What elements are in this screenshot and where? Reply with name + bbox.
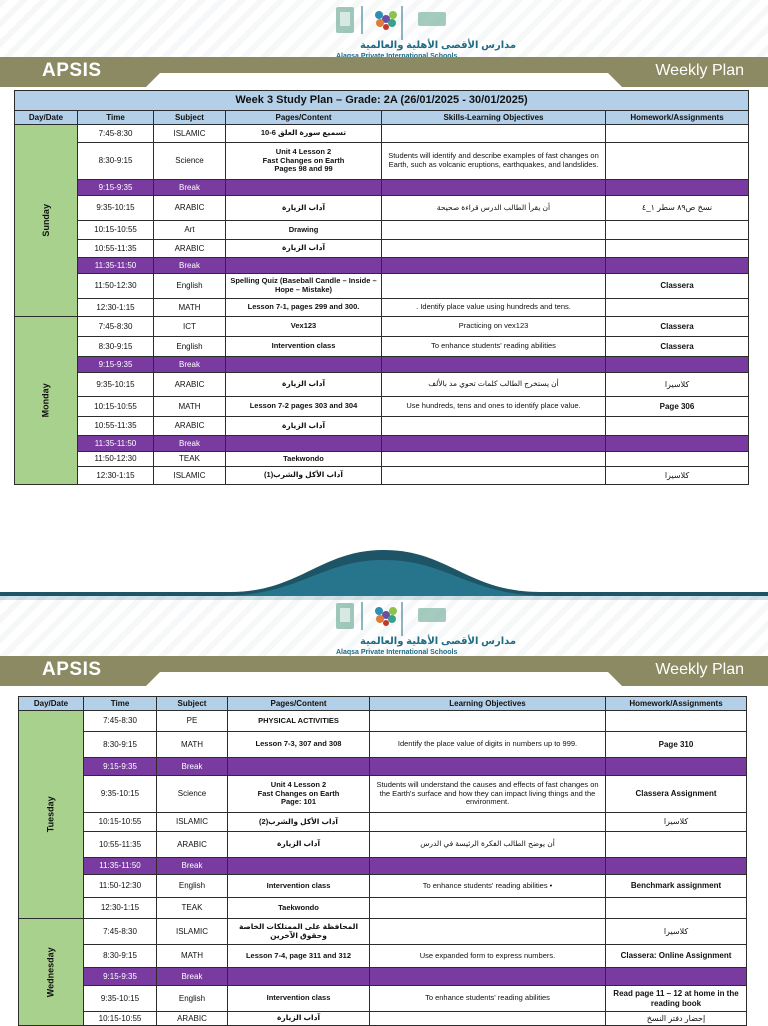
objective-cell: أن يوضح الطالب الفكرة الرئيسة في الدرس <box>370 832 606 858</box>
table-row <box>19 813 747 832</box>
column-header: Time <box>84 697 157 711</box>
content-cell <box>228 758 370 776</box>
subject-cell: Break <box>154 180 226 196</box>
study-plan-table-1 <box>14 90 749 485</box>
time-cell: 8:30-9:15 <box>78 337 154 357</box>
objective-cell <box>382 452 606 467</box>
homework-cell <box>606 125 749 143</box>
column-header: Subject <box>157 697 228 711</box>
homework-cell <box>606 832 747 858</box>
content-cell: آداب الزيارة <box>226 196 382 221</box>
table-row <box>15 274 749 299</box>
time-cell: 9:15-9:35 <box>78 357 154 373</box>
table-title-row <box>15 91 749 111</box>
subject-cell: English <box>154 274 226 299</box>
homework-cell: Read page 11 – 12 at home in the reading book <box>606 986 747 1012</box>
table-row <box>15 373 749 397</box>
content-cell: Intervention class <box>226 337 382 357</box>
table-row <box>15 337 749 357</box>
homework-cell: Benchmark assignment <box>606 875 747 898</box>
column-header: Day/Date <box>15 111 78 125</box>
objective-cell <box>382 436 606 452</box>
content-cell: المحافظة على الممتلكات الخاصة وحقوق الآخرين <box>228 919 370 945</box>
homework-cell: كلاسيرا <box>606 373 749 397</box>
homework-cell <box>606 898 747 919</box>
subject-cell: Break <box>154 258 226 274</box>
table-row <box>19 858 747 875</box>
column-header: Pages/Content <box>226 111 382 125</box>
time-cell: 8:30-9:15 <box>78 143 154 180</box>
homework-cell <box>606 143 749 180</box>
table-row <box>19 898 747 919</box>
apsis-label: APSIS <box>42 60 102 81</box>
objective-cell: Students will understand the causes and effects of fast changes on the Earth's surface and how they can impact living things and the environment. <box>370 776 606 813</box>
plan-title: Week 3 Study Plan – Grade: 2A (26/01/2025 - 30/01/2025) <box>15 91 749 111</box>
time-cell: 8:30-9:15 <box>84 732 157 758</box>
time-cell: 12:30-1:15 <box>78 299 154 317</box>
apsis-label: APSIS <box>42 659 102 680</box>
title-band <box>0 57 768 87</box>
objective-cell <box>382 240 606 258</box>
time-cell: 7:45-8:30 <box>84 919 157 945</box>
subject-cell: MATH <box>154 299 226 317</box>
school-name-english: Alaqsa Private International Schools <box>336 649 458 656</box>
table-header-row <box>19 697 747 711</box>
homework-cell <box>606 258 749 274</box>
table-row <box>15 221 749 240</box>
content-cell: PHYSICAL ACTIVITIES <box>228 711 370 732</box>
content-cell: Spelling Quiz (Baseball Candle – Inside – Hope – Mistake) <box>226 274 382 299</box>
content-cell: آداب الزيارة <box>228 832 370 858</box>
objective-cell <box>370 813 606 832</box>
table-row <box>15 397 749 417</box>
content-cell: آداب الزيارة <box>226 373 382 397</box>
table-row <box>15 436 749 452</box>
time-cell: 9:15-9:35 <box>84 968 157 986</box>
table-row <box>19 945 747 968</box>
homework-cell: Page 306 <box>606 397 749 417</box>
subject-cell: MATH <box>154 397 226 417</box>
table-row <box>19 875 747 898</box>
objective-cell <box>370 758 606 776</box>
objective-cell <box>370 1012 606 1026</box>
time-cell: 9:35-10:15 <box>78 196 154 221</box>
objective-cell <box>370 711 606 732</box>
time-cell: 8:30-9:15 <box>84 945 157 968</box>
subject-cell: ISLAMIC <box>154 125 226 143</box>
objective-cell: Practicing on vex123 <box>382 317 606 337</box>
subject-cell: TEAK <box>157 898 228 919</box>
subject-cell: ARABIC <box>154 373 226 397</box>
objective-cell <box>370 919 606 945</box>
content-cell: آداب الأكل والشرب(1) <box>226 467 382 485</box>
time-cell: 10:15-10:55 <box>78 221 154 240</box>
table-row <box>19 732 747 758</box>
objective-cell <box>382 180 606 196</box>
time-cell: 10:55-11:35 <box>78 240 154 258</box>
objective-cell: Identify the place value of digits in numbers up to 999. <box>370 732 606 758</box>
homework-cell: Classera: Online Assignment <box>606 945 747 968</box>
objective-cell <box>382 274 606 299</box>
time-cell: 11:50-12:30 <box>84 875 157 898</box>
objective-cell: To enhance students' reading abilities <box>382 337 606 357</box>
table-row <box>19 711 747 732</box>
subject-cell: ARABIC <box>157 1012 228 1026</box>
weekly-plan-label: Weekly Plan <box>655 62 744 79</box>
homework-cell <box>606 758 747 776</box>
day-cell <box>19 711 84 919</box>
objective-cell <box>382 357 606 373</box>
subject-cell: ARABIC <box>157 832 228 858</box>
column-header: Subject <box>154 111 226 125</box>
column-header: Homework/Assignments <box>606 697 747 711</box>
content-cell: تسميع سورة العلق 6-10 <box>226 125 382 143</box>
subject-cell: Science <box>157 776 228 813</box>
content-cell: Unit 4 Lesson 2 Fast Changes on Earth Page: 101 <box>228 776 370 813</box>
content-cell <box>226 258 382 274</box>
homework-cell: إحضار دفتر النسخ <box>606 1012 747 1026</box>
time-cell: 10:15-10:55 <box>84 813 157 832</box>
homework-cell <box>606 968 747 986</box>
content-cell: Drawing <box>226 221 382 240</box>
time-cell: 9:15-9:35 <box>78 180 154 196</box>
column-header: Skills-Learning Objectives <box>382 111 606 125</box>
subject-cell: PE <box>157 711 228 732</box>
content-cell: Taekwondo <box>226 452 382 467</box>
content-cell: Lesson 7-2 pages 303 and 304 <box>226 397 382 417</box>
subject-cell: ARABIC <box>154 417 226 436</box>
table-row <box>19 776 747 813</box>
time-cell: 10:15-10:55 <box>78 397 154 417</box>
objective-cell <box>382 125 606 143</box>
time-cell: 7:45-8:30 <box>84 711 157 732</box>
objective-cell <box>370 858 606 875</box>
subject-cell: Break <box>157 968 228 986</box>
table-row <box>15 180 749 196</box>
homework-cell: Classera Assignment <box>606 776 747 813</box>
column-header: Pages/Content <box>228 697 370 711</box>
content-cell: Taekwondo <box>228 898 370 919</box>
objective-cell <box>370 898 606 919</box>
objective-cell <box>382 221 606 240</box>
homework-cell: كلاسيرا <box>606 813 747 832</box>
homework-cell: كلاسيرا <box>606 919 747 945</box>
day-cell <box>19 919 84 1026</box>
subject-cell: ISLAMIC <box>157 919 228 945</box>
day-label: Wednesday <box>45 947 56 997</box>
homework-cell: Classera <box>606 317 749 337</box>
content-cell: Lesson 7-3, 307 and 308 <box>228 732 370 758</box>
table-row <box>15 196 749 221</box>
page-separator-wave <box>0 530 768 600</box>
homework-cell <box>606 180 749 196</box>
objective-cell: . Identify place value using hundreds and tens. <box>382 299 606 317</box>
day-cell <box>15 317 78 485</box>
table-row <box>15 317 749 337</box>
time-cell: 11:35-11:50 <box>78 258 154 274</box>
table-row <box>19 758 747 776</box>
homework-cell <box>606 299 749 317</box>
table-row <box>19 1012 747 1026</box>
subject-cell: English <box>157 986 228 1012</box>
day-label: Monday <box>40 383 51 418</box>
subject-cell: ICT <box>154 317 226 337</box>
table-row <box>15 125 749 143</box>
content-cell: Intervention class <box>228 986 370 1012</box>
subject-cell: Science <box>154 143 226 180</box>
column-header: Homework/Assignments <box>606 111 749 125</box>
subject-cell: Art <box>154 221 226 240</box>
plan-page-1 <box>0 0 768 500</box>
day-label: Tuesday <box>45 796 56 833</box>
school-logo <box>330 4 517 62</box>
subject-cell: MATH <box>157 945 228 968</box>
homework-cell <box>606 417 749 436</box>
table-row <box>15 417 749 436</box>
homework-cell <box>606 221 749 240</box>
column-header: Day/Date <box>19 697 84 711</box>
table-row <box>15 258 749 274</box>
school-name-arabic: مدارس الأقصى الأهلية والعالمية <box>360 40 517 51</box>
objective-cell: أن يقرأ الطالب الدرس قراءة صحيحة <box>382 196 606 221</box>
subject-cell: Break <box>154 357 226 373</box>
homework-cell: نسخ ص٨٩ سطر ١_٤ <box>606 196 749 221</box>
time-cell: 7:45-8:30 <box>78 317 154 337</box>
objective-cell: To enhance students' reading abilities • <box>370 875 606 898</box>
homework-cell <box>606 858 747 875</box>
homework-cell <box>606 240 749 258</box>
time-cell: 10:55-11:35 <box>84 832 157 858</box>
subject-cell: ARABIC <box>154 240 226 258</box>
objective-cell <box>382 467 606 485</box>
objective-cell: Use hundreds, tens and ones to identify place value. <box>382 397 606 417</box>
time-cell: 10:15-10:55 <box>84 1012 157 1026</box>
school-logo <box>330 600 517 658</box>
time-cell: 12:30-1:15 <box>78 467 154 485</box>
homework-cell: Classera <box>606 274 749 299</box>
homework-cell: Page 310 <box>606 732 747 758</box>
content-cell <box>226 436 382 452</box>
objective-cell: Students will identify and describe examples of fast changes on Earth, such as volcanic eruptions, earthquakes, and landslides. <box>382 143 606 180</box>
content-cell <box>226 357 382 373</box>
subject-cell: English <box>157 875 228 898</box>
table-row <box>15 240 749 258</box>
content-cell: Lesson 7-4, page 311 and 312 <box>228 945 370 968</box>
objective-cell <box>382 258 606 274</box>
content-cell: آداب الزيارة <box>228 1012 370 1026</box>
column-header: Learning Objectives <box>370 697 606 711</box>
table-row <box>15 299 749 317</box>
plan-page-2 <box>0 596 768 1024</box>
homework-cell: Classera <box>606 337 749 357</box>
homework-cell <box>606 711 747 732</box>
subject-cell: ARABIC <box>154 196 226 221</box>
content-cell: آداب الزيارة <box>226 417 382 436</box>
content-cell <box>228 858 370 875</box>
subject-cell: Break <box>157 858 228 875</box>
subject-cell: ISLAMIC <box>154 467 226 485</box>
subject-cell: TEAK <box>154 452 226 467</box>
content-cell: Vex123 <box>226 317 382 337</box>
time-cell: 9:15-9:35 <box>84 758 157 776</box>
time-cell: 7:45-8:30 <box>78 125 154 143</box>
table-row <box>19 919 747 945</box>
homework-cell: كلاسيرا <box>606 467 749 485</box>
day-cell <box>15 125 78 317</box>
time-cell: 12:30-1:15 <box>84 898 157 919</box>
time-cell: 9:35-10:15 <box>84 986 157 1012</box>
objective-cell: To enhance students' reading abilities <box>370 986 606 1012</box>
subject-cell: MATH <box>157 732 228 758</box>
time-cell: 10:55-11:35 <box>78 417 154 436</box>
objective-cell <box>382 417 606 436</box>
table-row <box>19 986 747 1012</box>
time-cell: 9:35-10:15 <box>78 373 154 397</box>
content-cell: Unit 4 Lesson 2 Fast Changes on Earth Pages 98 and 99 <box>226 143 382 180</box>
table-header-row <box>15 111 749 125</box>
content-cell <box>228 968 370 986</box>
subject-cell: ISLAMIC <box>157 813 228 832</box>
title-band <box>0 656 768 686</box>
objective-cell <box>370 968 606 986</box>
table-row <box>15 357 749 373</box>
objective-cell: أن يستخرج الطالب كلمات تحوي مد بالألف <box>382 373 606 397</box>
content-cell: Intervention class <box>228 875 370 898</box>
content-cell <box>226 180 382 196</box>
subject-cell: Break <box>154 436 226 452</box>
time-cell: 11:35-11:50 <box>78 436 154 452</box>
time-cell: 11:50-12:30 <box>78 274 154 299</box>
time-cell: 11:50-12:30 <box>78 452 154 467</box>
school-name-arabic: مدارس الأقصى الأهلية والعالمية <box>360 636 517 647</box>
table-row <box>15 452 749 467</box>
weekly-plan-label: Weekly Plan <box>655 661 744 678</box>
table-row <box>19 968 747 986</box>
table-row <box>15 143 749 180</box>
homework-cell <box>606 436 749 452</box>
content-cell: آداب الأكل والشرب(2) <box>228 813 370 832</box>
homework-cell <box>606 452 749 467</box>
subject-cell: English <box>154 337 226 357</box>
content-cell: Lesson 7-1, pages 299 and 300. <box>226 299 382 317</box>
column-header: Time <box>78 111 154 125</box>
objective-cell: Use expanded form to express numbers. <box>370 945 606 968</box>
day-label: Sunday <box>40 204 51 237</box>
time-cell: 9:35-10:15 <box>84 776 157 813</box>
content-cell: آداب الزيارة <box>226 240 382 258</box>
subject-cell: Break <box>157 758 228 776</box>
table-row <box>15 467 749 485</box>
homework-cell <box>606 357 749 373</box>
study-plan-table-2 <box>18 696 747 1026</box>
time-cell: 11:35-11:50 <box>84 858 157 875</box>
table-row <box>19 832 747 858</box>
